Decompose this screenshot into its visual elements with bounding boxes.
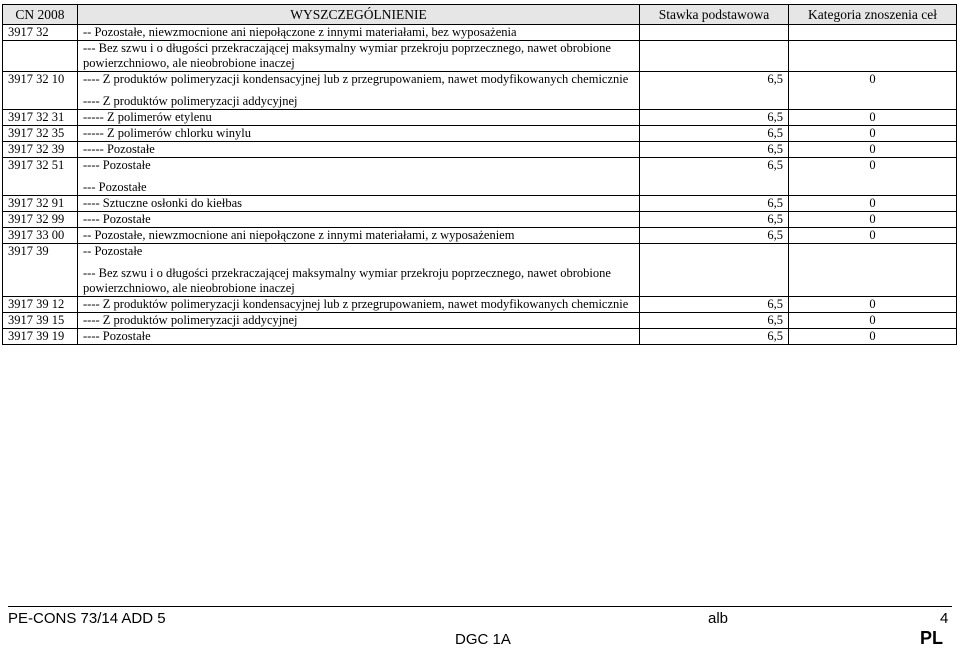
table-row [3,228,957,244]
table-row [3,212,957,228]
base-rate: 6,5 [640,196,789,212]
staging-category [789,25,957,41]
cn-code: 3917 32 99 [3,212,78,228]
cn-code: 3917 32 51 [3,158,78,196]
cn-code: 3917 32 10 [3,72,78,110]
base-rate: 6,5 [640,212,789,228]
cn-code: 3917 39 15 [3,313,78,329]
footer-divider [8,606,952,607]
base-rate: 6,5 [640,158,789,196]
document-reference: PE-CONS 73/14 ADD 5 [8,610,166,627]
description [78,110,640,126]
page-number: 4 [940,610,949,627]
cn-code: 3917 32 31 [3,110,78,126]
cn-code: 3917 39 12 [3,297,78,313]
description [78,41,640,72]
base-rate [640,25,789,41]
description [78,196,640,212]
description-line: ---- Z produktów polimeryzacji kondensacyjnej lub z przegrupowaniem, nawet modyfikowanych chemicznie [83,297,629,311]
staging-category: 0 [789,158,957,196]
table-row [3,142,957,158]
staging-category: 0 [789,110,957,126]
description-line: ----- Z polimerów etylenu [83,110,212,124]
description-line: ---- Z produktów polimeryzacji kondensacyjnej lub z przegrupowaniem, nawet modyfikowanych chemicznie [83,72,629,86]
description-line: -- Pozostałe, niewzmocnione ani niepołączone z innymi materiałami, bez wyposażenia [83,25,517,39]
description [78,142,640,158]
base-rate: 6,5 [640,228,789,244]
staging-category: 0 [789,329,957,345]
description [78,329,640,345]
author-initials: alb [708,610,729,627]
staging-category: 0 [789,313,957,329]
staging-category: 0 [789,196,957,212]
description-line: --- Pozostałe [83,180,147,194]
table-row [3,244,957,297]
staging-category: 0 [789,297,957,313]
table-row [3,313,957,329]
table-row [3,25,957,41]
tariff-table [2,4,957,345]
cn-code: 3917 32 91 [3,196,78,212]
cn-code: 3917 39 19 [3,329,78,345]
description-line: --- Bez szwu i o długości przekraczającej maksymalny wymiar przekroju poprzecznego, nawet obrobione powierzchniowo, ale nieobrobione inaczej [83,266,611,295]
description-line: ---- Pozostałe [83,158,151,172]
staging-category [789,244,957,297]
staging-category [789,41,957,72]
table-row [3,329,957,345]
table-row [3,297,957,313]
description-line: -- Pozostałe [83,244,143,258]
base-rate [640,244,789,297]
staging-category: 0 [789,72,957,110]
cn-code [3,41,78,72]
header-rate: Stawka podstawowa [640,5,789,25]
base-rate: 6,5 [640,126,789,142]
cn-code: 3917 39 [3,244,78,297]
table-row [3,158,957,196]
staging-category: 0 [789,142,957,158]
language-code: PL [920,628,944,648]
table-row [3,126,957,142]
directorate-code: DGC 1A [455,631,511,648]
description [78,158,640,196]
table-row [3,41,957,72]
staging-category: 0 [789,228,957,244]
base-rate: 6,5 [640,72,789,110]
cn-code: 3917 32 35 [3,126,78,142]
description-line: ----- Pozostałe [83,142,155,156]
base-rate: 6,5 [640,313,789,329]
table-row [3,110,957,126]
table-header-row [3,5,957,25]
description-line: --- Bez szwu i o długości przekraczającej maksymalny wymiar przekroju poprzecznego, nawet obrobione powierzchniowo, ale nieobrobione inaczej [83,41,611,70]
description [78,212,640,228]
description [78,25,640,41]
description [78,72,640,110]
description [78,244,640,297]
description [78,313,640,329]
table-body [3,25,957,345]
description-line: ---- Pozostałe [83,212,151,226]
staging-category: 0 [789,212,957,228]
description [78,228,640,244]
cn-code: 3917 33 00 [3,228,78,244]
base-rate: 6,5 [640,110,789,126]
table-row [3,72,957,110]
base-rate: 6,5 [640,142,789,158]
description [78,297,640,313]
base-rate [640,41,789,72]
base-rate: 6,5 [640,297,789,313]
description-line: ---- Sztuczne osłonki do kiełbas [83,196,242,210]
cn-code: 3917 32 [3,25,78,41]
description-line: ---- Z produktów polimeryzacji addycyjnej [83,94,298,108]
header-category: Kategoria znoszenia ceł [789,5,957,25]
description-line: -- Pozostałe, niewzmocnione ani niepołączone z innymi materiałami, z wyposażeniem [83,228,515,242]
description-line: ----- Z polimerów chlorku winylu [83,126,252,140]
table-row [3,196,957,212]
header-description: WYSZCZEGÓLNIENIE [78,5,640,25]
description-line: ---- Pozostałe [83,329,151,343]
staging-category: 0 [789,126,957,142]
description [78,126,640,142]
description-line: ---- Z produktów polimeryzacji addycyjnej [83,313,298,327]
header-cn: CN 2008 [3,5,78,25]
cn-code: 3917 32 39 [3,142,78,158]
base-rate: 6,5 [640,329,789,345]
